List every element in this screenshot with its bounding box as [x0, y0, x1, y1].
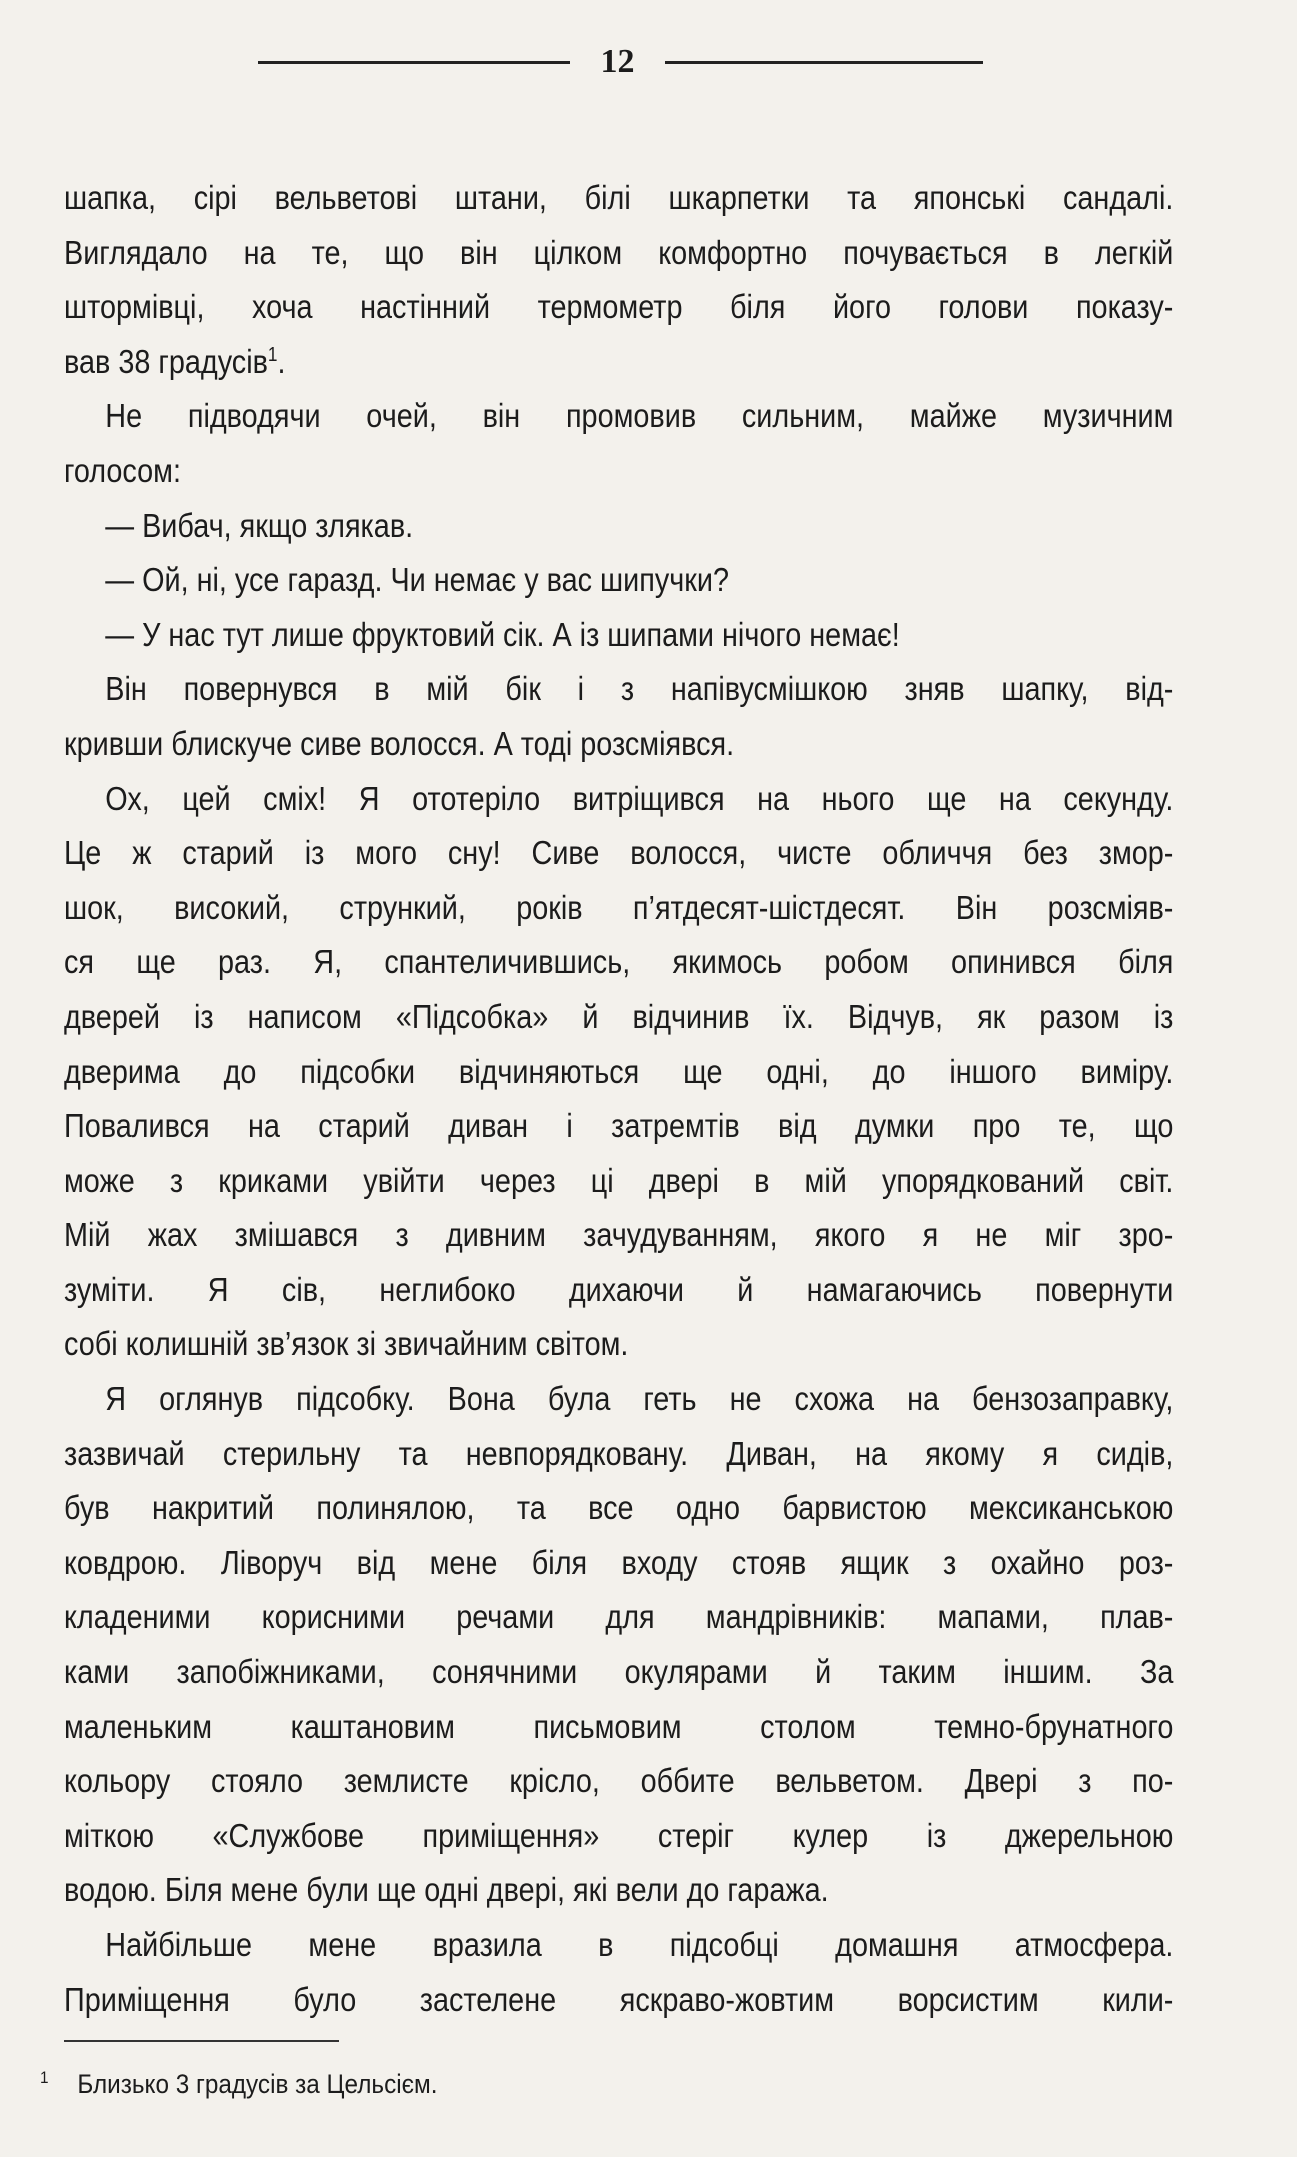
footnote-rule — [64, 2040, 339, 2042]
text-line: дверей із написом «Підсобка» й відчинив їх. Відчув, як разом із — [64, 998, 1174, 1036]
text-line: зазвичай стерильну та невпорядковану. Диван, на якому я сидів, — [64, 1435, 1174, 1473]
text-line: міткою «Службове приміщення» стеріг кулер із джерельною — [64, 1817, 1174, 1855]
text-line: вав 38 градусів$^1$. — [64, 343, 286, 381]
footnote-marker: 1 — [40, 2068, 49, 2087]
text-line: Не підводячи очей, він промовив сильним, майже музичним — [105, 398, 1174, 436]
header-rule-left — [258, 61, 570, 64]
text-line: голосом: — [64, 452, 181, 490]
text-line: Мій жах змішався з дивним зачудуванням, якого я не міг зро- — [64, 1217, 1174, 1255]
text-line: може з криками увійти через ці двері в мій упорядкований світ. — [64, 1162, 1174, 1200]
text-line: — У нас тут лише фруктовий сік. А із шипами нічого немає! — [105, 616, 900, 654]
text-line: собі колишній зв’язок зі звичайним світом. — [64, 1326, 629, 1364]
text-line: Найбільше мене вразила в підсобці домашня атмосфера. — [105, 1927, 1174, 1964]
footnote-ref: 1 — [267, 343, 278, 366]
text-line: Він повернувся в мій бік і з напівусмішкою зняв шапку, від- — [105, 671, 1174, 709]
text-line: штормівці, хоча настінний термометр біля його голови показу- — [64, 289, 1174, 327]
text-line: кольору стояло землисте крісло, оббите вельветом. Двері з по- — [64, 1763, 1174, 1801]
text-line: ся ще раз. Я, спантеличившись, якимось робом опинився біля — [64, 944, 1174, 982]
text-line: дверима до підсобки відчиняються ще одні, до іншого виміру. — [64, 1053, 1174, 1091]
text-line: був накритий полинялою, та все одно барвистою мексиканською — [64, 1490, 1174, 1528]
text-line: — Ой, ні, усе гаразд. Чи немає у вас шипучки? — [105, 562, 729, 600]
text-line: Приміщення було застелене яскраво-жовтим ворсистим кили- — [64, 1981, 1174, 2019]
header-rule-right — [665, 61, 983, 64]
text-line: кривши блискуче сиве волосся. А тоді розсміявся. — [64, 725, 735, 763]
text-line: шапка, сірі вельветові штани, білі шкарпетки та японські сандалі. — [64, 180, 1174, 217]
body-text — [64, 172, 1174, 2028]
footnote — [40, 2058, 437, 2104]
text-line: маленьким каштановим письмовим столом темно-брунатного — [64, 1708, 1174, 1746]
text-line: шок, високий, стрункий, років п’ятдесят-шістдесят. Він розсміяв- — [64, 889, 1174, 927]
text-line: зуміти. Я сів, неглибоко дихаючи й намагаючись повернути — [64, 1271, 1174, 1309]
page-number: 12 — [600, 43, 635, 80]
text-line: Повалився на старий диван і затремтів від думки про те, що — [64, 1108, 1174, 1146]
text-line: водою. Біля мене були ще одні двері, які вели до гаража. — [64, 1872, 829, 1910]
text-line: ками запобіжниками, сонячними окулярами й таким іншим. За — [64, 1654, 1174, 1692]
footnote-text: Близько 3 градусів за Цельсієм. — [77, 2069, 438, 2099]
text-line: Це ж старий із мого сну! Сиве волосся, чисте обличчя без змор- — [64, 835, 1174, 873]
text-line: Ох, цей сміх! Я ототеріло витріщився на нього ще на секунду. — [105, 780, 1174, 818]
text-line: Виглядало на те, що він цілком комфортно почувається в легкій — [64, 234, 1174, 272]
page-header — [0, 42, 1297, 82]
text-line: ковдрою. Ліворуч від мене біля входу стояв ящик з охайно роз- — [64, 1544, 1174, 1582]
text-line: кладеними корисними речами для мандрівників: мапами, плав- — [64, 1599, 1174, 1637]
text-line: Я оглянув підсобку. Вона була геть не схожа на бензозаправку, — [105, 1381, 1174, 1419]
text-line: — Вибач, якщо злякав. — [105, 507, 414, 545]
